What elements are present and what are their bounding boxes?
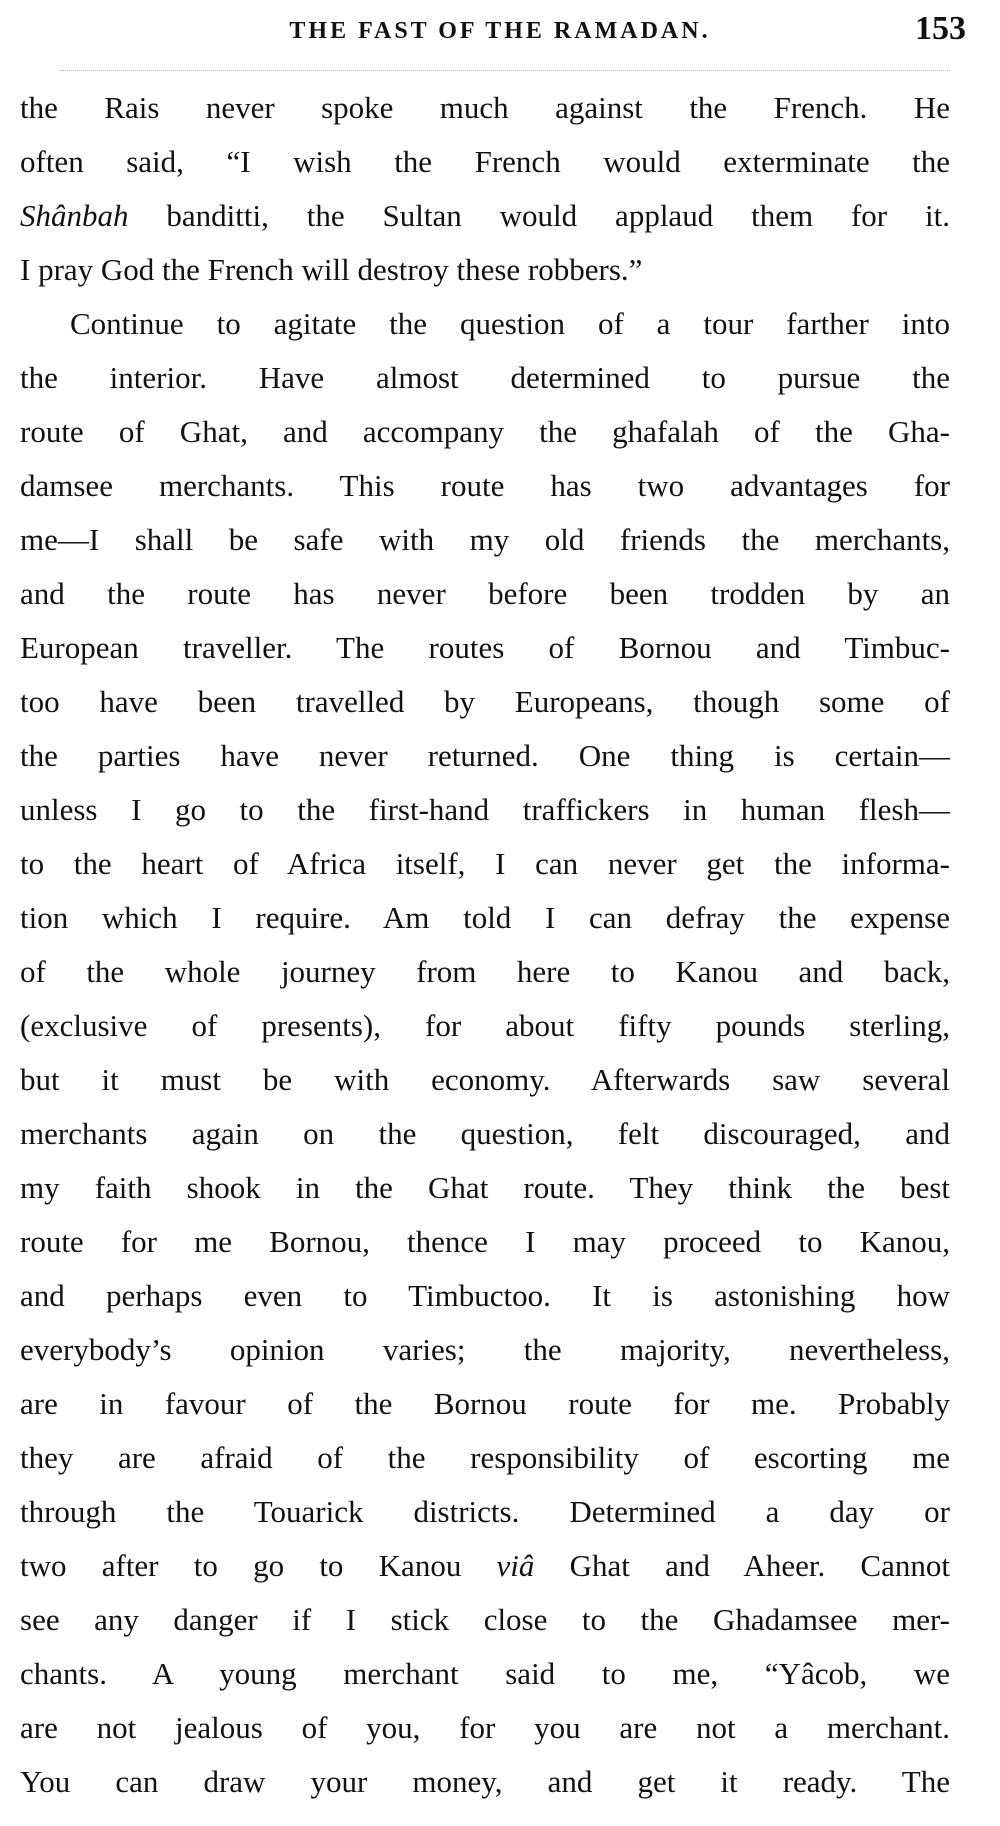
text-line: my faith shook in the Ghat route. They think the best <box>20 1170 950 1205</box>
text-line: the interior. Have almost determined to pursue the <box>20 360 950 395</box>
text-line: unless I go to the first-hand traffickers in human flesh— <box>20 792 950 827</box>
text-line: me—I shall be safe with my old friends the merchants, <box>20 522 950 557</box>
text-line: too have been travelled by Europeans, though some of <box>20 684 950 719</box>
text-line: to the heart of Africa itself, I can never get the informa- <box>20 846 950 881</box>
text-run: two after to go to Kanou <box>20 1548 497 1583</box>
text-line: are in favour of the Bornou route for me. Probably <box>20 1386 950 1421</box>
text-line: chants. A young merchant said to me, “Yâcob, we <box>20 1656 950 1691</box>
text-line: of the whole journey from here to Kanou and back, <box>20 954 950 989</box>
text-line: route for me Bornou, thence I may proceed to Kanou, <box>20 1224 950 1259</box>
text-line: everybody’s opinion varies; the majority, nevertheless, <box>20 1332 950 1367</box>
paragraph-first-line: Continue to agitate the question of a tour farther into <box>70 306 950 341</box>
text-line: see any danger if I stick close to the Ghadamsee mer- <box>20 1602 950 1637</box>
text-line <box>20 1539 950 1593</box>
running-head: THE FAST OF THE RAMADAN. <box>289 18 711 44</box>
text-line: they are afraid of the responsibility of escorting me <box>20 1440 950 1475</box>
text-run: Ghat and Aheer. Cannot <box>534 1548 950 1583</box>
text-line: the Rais never spoke much against the French. He <box>20 90 950 125</box>
text-line: I pray God the French will destroy these robbers.” <box>20 252 643 287</box>
text-line: the parties have never returned. One thing is certain— <box>20 738 950 773</box>
text-line: but it must be with economy. Afterwards saw several <box>20 1062 950 1097</box>
text-run: banditti, the Sultan would applaud them for it. <box>128 198 950 233</box>
page-number: 153 <box>915 10 966 47</box>
text-line: and perhaps even to Timbuctoo. It is astonishing how <box>20 1278 950 1313</box>
text-line: often said, “I wish the French would exterminate the <box>20 144 950 179</box>
text-line: You can draw your money, and get it ready. The <box>20 1764 950 1799</box>
text-line <box>20 189 950 243</box>
text-line: damsee merchants. This route has two advantages for <box>20 468 950 503</box>
text-line: tion which I require. Am told I can defray the expense <box>20 900 950 935</box>
text-line: route of Ghat, and accompany the ghafalah of the Gha- <box>20 414 950 449</box>
body-text <box>20 81 950 1809</box>
italic-word: viâ <box>496 1548 535 1583</box>
header-divider <box>60 70 950 71</box>
page-header <box>24 8 976 52</box>
text-line: merchants again on the question, felt discouraged, and <box>20 1116 950 1151</box>
text-line: European traveller. The routes of Bornou and Timbuc- <box>20 630 950 665</box>
italic-word: Shânbah <box>20 198 129 233</box>
text-line: (exclusive of presents), for about fifty pounds sterling, <box>20 1008 950 1043</box>
text-line: are not jealous of you, for you are not a merchant. <box>20 1710 950 1745</box>
text-line: and the route has never before been trodden by an <box>20 576 950 611</box>
text-line: through the Touarick districts. Determined a day or <box>20 1494 950 1529</box>
